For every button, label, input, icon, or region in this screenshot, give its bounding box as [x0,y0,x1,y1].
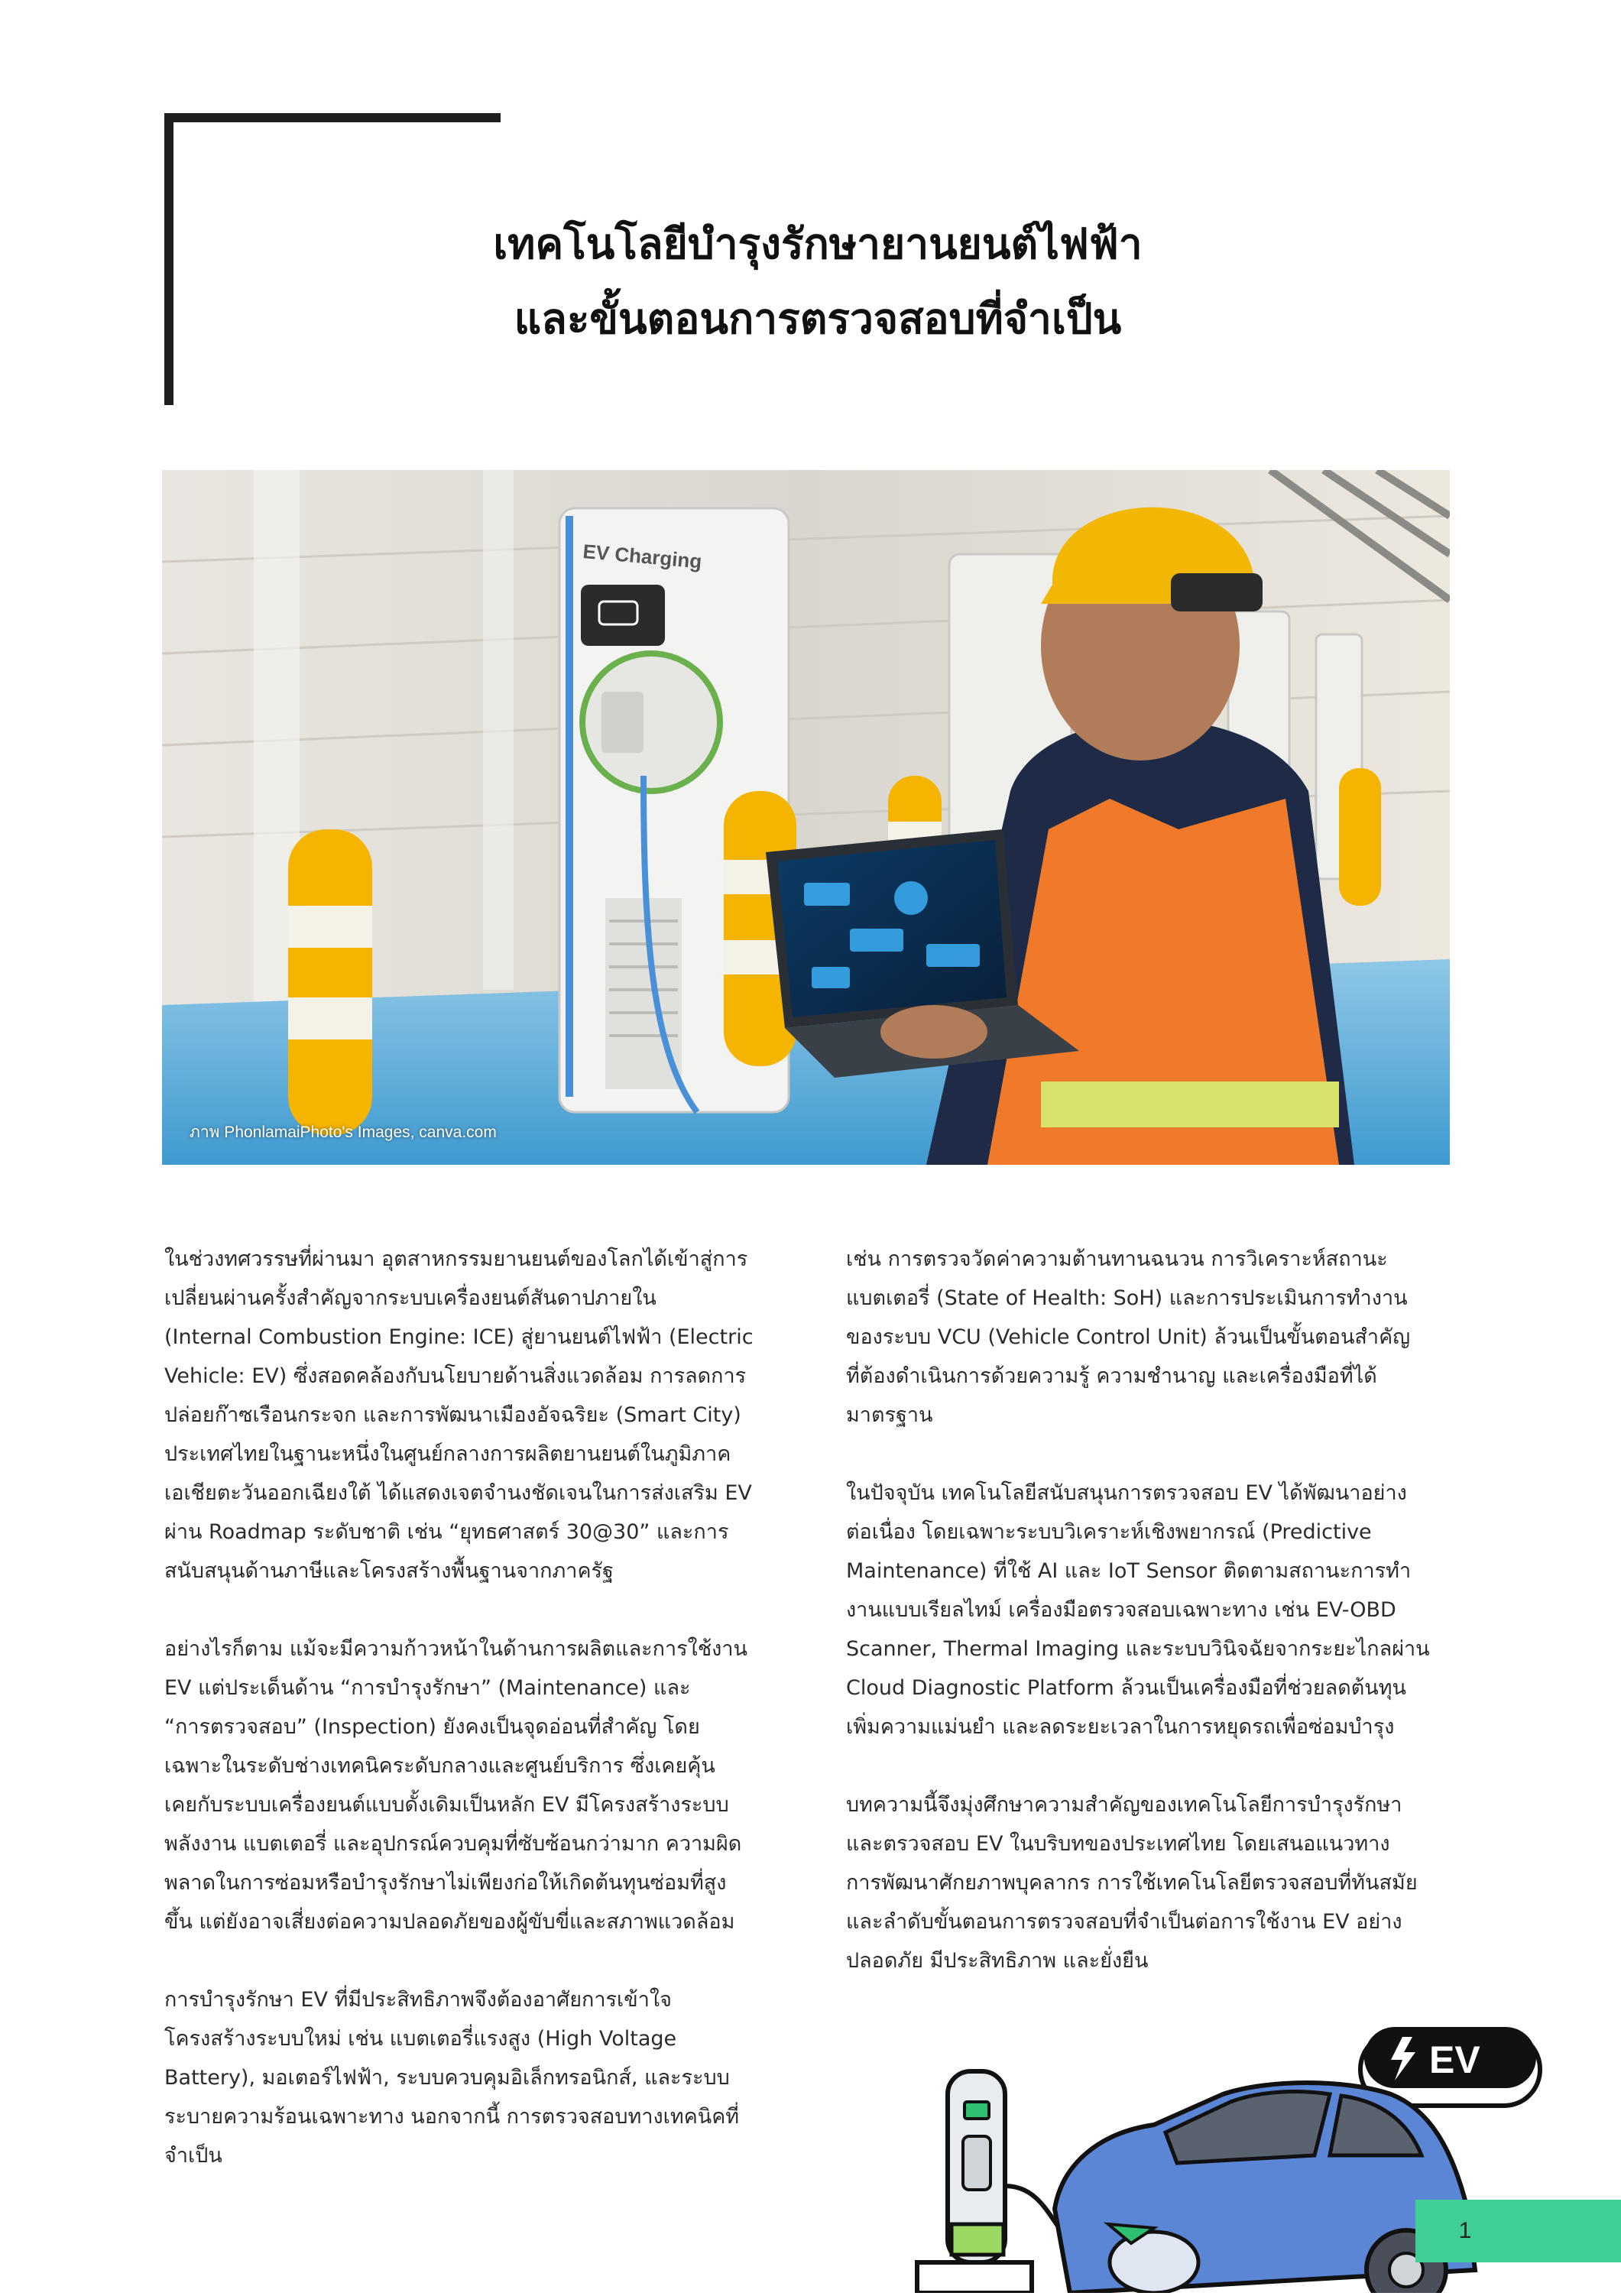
text-line: เพิ่มความแม่นยำ และลดระยะเวลาในการหยุดรถเพื่อซ่อมบำรุง [846,1715,1395,1739]
text-line: Maintenance) ที่ใช้ AI และ IoT Sensor ติดตามสถานะการทำ [846,1559,1412,1583]
text-line: บทความนี้จึงมุ่งศึกษาความสำคัญของเทคโนโลยีการบำรุงรักษา [846,1793,1402,1817]
hero-illustration [162,470,1450,1165]
text-line: ปล่อยก๊าซเรือนกระจก และการพัฒนาเมืองอัจฉริยะ (Smart City) [164,1403,741,1427]
text-line: ในปัจจุบัน เทคโนโลยีสนับสนุนการตรวจสอบ EV ได้พัฒนาอย่าง [846,1481,1407,1505]
text-line: ขึ้น แต่ยังอาจเสี่ยงต่อความปลอดภัยของผู้ขับขี่และสภาพแวดล้อม [164,1910,735,1934]
text-line: เคยกับระบบเครื่องยนต์แบบดั้งเดิมเป็นหลัก EV มีโครงสร้างระบบ [164,1793,729,1817]
page-number: 1 [1458,2218,1472,2243]
text-line: แบตเตอรี่ (State of Health: SoH) และการประเมินการทำงาน [846,1286,1408,1310]
text-line: จำเป็น [164,2144,222,2168]
ev-badge-text: EV [1429,2038,1480,2081]
text-line: Battery), มอเตอร์ไฟฟ้า, ระบบควบคุมอิเล็กทรอนิกส์, และระบบ [164,2066,730,2090]
text-line: ที่ต้องดำเนินการด้วยความรู้ ความชำนาญ และเครื่องมือที่ได้ [846,1364,1377,1388]
ev-charging-sign: EV Charging [582,540,703,573]
text-line: งานแบบเรียลไทม์ เครื่องมือตรวจสอบเฉพาะทาง เช่น EV-OBD [846,1598,1396,1622]
text-line: ปลอดภัย มีประสิทธิภาพ และยั่งยืน [846,1949,1149,1973]
page-number-tab [1415,2200,1621,2262]
body-column-right [846,1240,1457,2019]
text-line: พลาดในการซ่อมหรือบำรุงรักษาไม่เพียงก่อให้เกิดต้นทุนซ่อมที่สูง [164,1871,727,1895]
title-frame-top-bar [164,113,501,122]
text-line: การบำรุงรักษา EV ที่มีประสิทธิภาพจึงต้องอาศัยการเข้าใจ [164,1988,672,2012]
text-line: “การตรวจสอบ” (Inspection) ยังคงเป็นจุดอ่อนที่สำคัญ โดย [164,1715,700,1739]
text-line: ผ่าน Roadmap ระดับชาติ เช่น “ยุทธศาสตร์ 30@30” และการ [164,1520,729,1544]
paragraph-intro [164,1240,776,1591]
body-column-left [164,1240,776,2214]
text-line: เฉพาะในระดับช่างเทคนิคระดับกลางและศูนย์บริการ ซึ่งเคยคุ้น [164,1754,715,1778]
title-frame-left-bar [164,113,173,405]
text-line: และลำดับขั้นตอนการตรวจสอบที่จำเป็นต่อการใช้งาน EV อย่าง [846,1910,1402,1934]
paragraph-maintenance-challenge [164,1630,776,1941]
text-line: (Internal Combustion Engine: ICE) สู่ยานยนต์ไฟฟ้า (Electric [164,1325,754,1349]
text-line: เปลี่ยนผ่านครั้งสำคัญจากระบบเครื่องยนต์สันดาปภายใน [164,1286,657,1310]
electric-car-icon [1055,2083,1475,2293]
paragraph-effective-maintenance [164,1980,776,2175]
hero-image [162,470,1450,1165]
text-line: การพัฒนาศักยภาพบุคลากร การใช้เทคโนโลยีตรวจสอบที่ทันสมัย [846,1871,1418,1895]
text-line: Cloud Diagnostic Platform ล้วนเป็นเครื่องมือที่ช่วยลดต้นทุน [846,1676,1406,1700]
text-line: ต่อเนื่อง โดยเฉพาะระบบวิเคราะห์เชิงพยากรณ์ (Predictive [846,1520,1372,1544]
text-line: เช่น การตรวจวัดค่าความต้านทานฉนวน การวิเคราะห์สถานะ [846,1247,1388,1271]
text-line: EV แต่ประเด็นด้าน “การบำรุงรักษา” (Maintenance) และ [164,1676,691,1700]
paragraph-inspection-examples [846,1240,1457,1435]
paragraph-current-technology [846,1474,1457,1746]
paragraph-article-scope [846,1785,1457,1980]
title-line-2: และขั้นตอนการตรวจสอบที่จำเป็น [514,294,1122,343]
text-line: ระบายความร้อนเฉพาะทาง นอกจากนี้ การตรวจสอบทางเทคนิคที่ [164,2105,740,2129]
page-title [214,206,1422,356]
text-line: สนับสนุนด้านภาษีและโครงสร้างพื้นฐานจากภาครัฐ [164,1559,614,1583]
text-line: อย่างไรก็ตาม แม้จะมีความก้าวหน้าในด้านการผลิตและการใช้งาน [164,1637,747,1661]
text-line: และตรวจสอบ EV ในบริบทของประเทศไทย โดยเสนอแนวทาง [846,1832,1390,1856]
text-line: โครงสร้างระบบใหม่ เช่น แบตเตอรี่แรงสูง (High Voltage [164,2027,677,2051]
text-line: พลังงาน แบตเตอรี่ และอุปกรณ์ควบคุมที่ซับซ้อนกว่ามาก ความผิด [164,1832,742,1856]
text-line: มาตรฐาน [846,1403,933,1427]
text-line: เอเชียตะวันออกเฉียงใต้ ได้แสดงเจตจำนงชัดเจนในการส่งเสริม EV [164,1481,752,1505]
text-line: ในช่วงทศวรรษที่ผ่านมา อุตสาหกรรมยานยนต์ของโลกได้เข้าสู่การ [164,1247,748,1271]
text-line: Vehicle: EV) ซึ่งสอดคล้องกับนโยบายด้านสิ่งแวดล้อม การลดการ [164,1364,747,1388]
text-line: ประเทศไทยในฐานะหนึ่งในศูนย์กลางการผลิตยานยนต์ในภูมิภาค [164,1442,731,1466]
text-line: Scanner, Thermal Imaging และระบบวินิจฉัยจากระยะไกลผ่าน [846,1637,1430,1661]
text-line: ของระบบ VCU (Vehicle Control Unit) ล้วนเป็นขั้นตอนสำคัญ [846,1325,1411,1349]
title-line-1: เทคโนโลยีบำรุงรักษายานยนต์ไฟฟ้า [493,219,1143,268]
photo-credit: ภาพ PhonlamaiPhoto's Images, canva.com [190,1124,497,1141]
